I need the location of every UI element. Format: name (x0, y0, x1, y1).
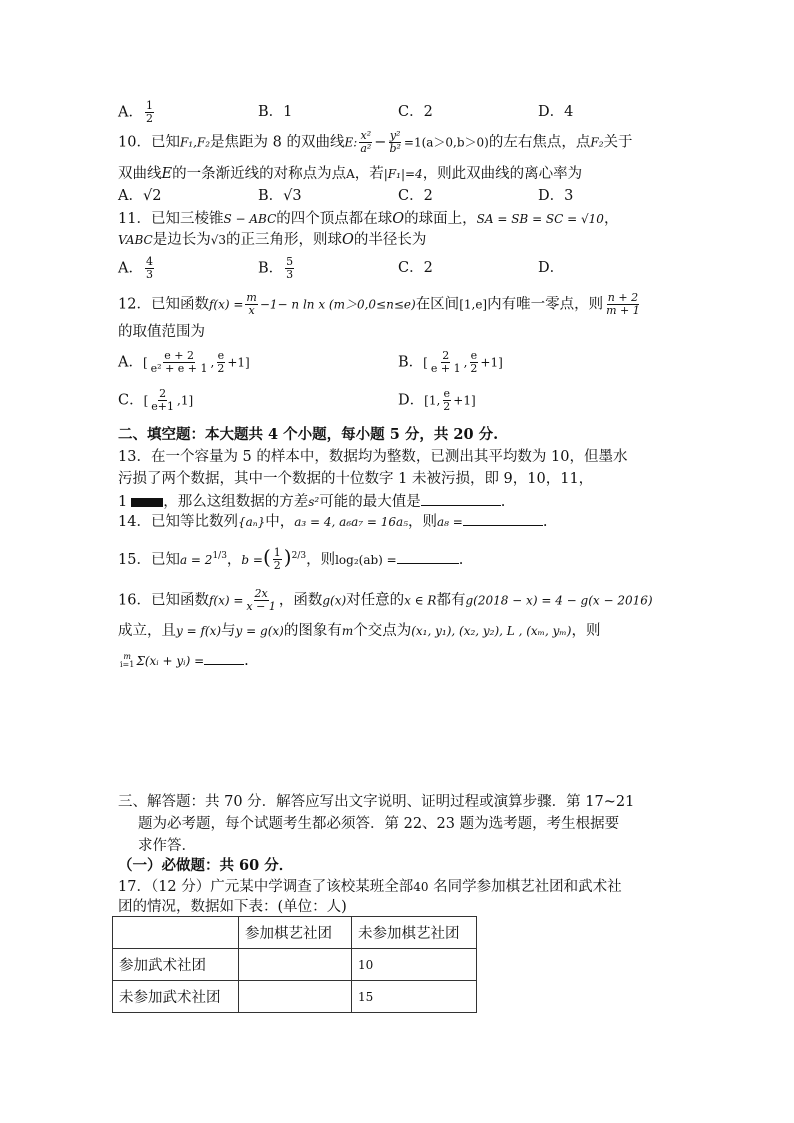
q14-answer-blank[interactable] (463, 511, 543, 526)
table-row-label: 未参加武术社团 (113, 981, 239, 1013)
q17-line1: 17．（12 分）广元某中学调查了该校某班全部40 名同学参加棋艺社团和武术社 (118, 879, 622, 895)
section-3-line3: 求作答． (138, 838, 196, 854)
ink-stain (131, 498, 163, 507)
q15-answer-blank[interactable] (397, 549, 459, 564)
q13-line1: 13．在一个容量为 5 的样本中，数据均为整数，已测出其平均数为 10，但墨水 (118, 449, 628, 465)
q13-line3: 1 ，那么这组数据的方差s²可能的最大值是 . (118, 491, 505, 512)
q17-line2: 团的情况，数据如下表：(单位：人) (118, 899, 347, 915)
q12-option-b: B．[ $\frac{2}{e + 1}$ , $\frac{e}{2}$ +1] (398, 349, 503, 375)
q14-line: 14．已知等比数列{aₙ}中，a₃ = 4, a₆a₇ = 16a₅，则a₈ = . (118, 511, 547, 532)
table-row (113, 981, 477, 1013)
q16-line1: 16．已知函数f(x) = $\frac{2x}{x - 1}$ ，函数g(x)对任意的x ∈ R都有g(2018 − x) = 4 − g(x − 2016) (118, 587, 653, 613)
table-cell (239, 949, 352, 981)
q13-line2: 污损了两个数据，其中一个数据的十位数字 1 未被污损，即 9，10，11， (118, 471, 594, 487)
table-row (113, 949, 477, 981)
q12-option-a: A．[ $\frac{e + 2}{\text{e² + e + 1}}$ , $\frac{e}{2}$ +1] (118, 349, 250, 375)
q16-line3: m i=1 Σ(xᵢ + yᵢ) = . (120, 652, 249, 669)
q12-option-d: D．[1, $\frac{e}{2}$ +1] (398, 387, 476, 413)
q16-line2: 成立，且y = f(x)与y = g(x)的图象有m个交点为(x₁, y₁), (x₂, y₂), L , (xₘ, yₘ)，则 (118, 623, 601, 639)
q11-line2: VABC是边长为√3的正三角形，则球O的半径长为 (118, 232, 427, 248)
table-cell: 10 (352, 949, 477, 981)
section-2-heading: 二、填空题：本大题共 4 个小题，每小题 5 分，共 20 分. (118, 426, 499, 443)
q12-line1: 12．已知函数f(x) = $\frac{m}{x}$ −1− n ln x (m＞0,0≤n≤e)在区间[1,e]内有唯一零点，则 $\frac{n + 2}{m + 1}$ (118, 291, 640, 317)
q11-option-c: C．2 (398, 260, 433, 276)
q11-option-a: A． $\frac{4}{3}$ (118, 255, 153, 281)
q10-option-d: D．3 (538, 188, 574, 204)
q9-option-c: C．2 (398, 104, 433, 120)
q10-line2: 双曲线E的一条渐近线的对称点为点A，若|F₁|=4，则此双曲线的离心率为 (118, 166, 583, 182)
table-header-cell: 参加棋艺社团 (239, 917, 352, 949)
q11-option-d: D． (538, 260, 565, 276)
section-3-subheading: （一）必做题：共 60 分． (118, 857, 294, 874)
q15-line: 15．已知$a = 2^{1/3}$，b =( $\frac{1}{2}$ )$^{2/3}$，则log₂(ab) = . (118, 544, 464, 573)
q11-line1: 11．已知三棱锥S − ABC的四个顶点都在球O的球面上，SA = SB = SC = √10， (118, 211, 619, 227)
q10-option-a: A．√2 (118, 188, 162, 204)
q9-option-a: A． $\frac{1}{2}$ (118, 99, 153, 125)
table-header-row (113, 917, 477, 949)
q9-a-fraction: $\frac{1}{2}$ (145, 99, 153, 125)
q10-option-b: B．√3 (258, 188, 302, 204)
table-header-cell: 未参加棋艺社团 (352, 917, 477, 949)
q10-line1: 10．已知F₁,F₂是焦距为 8 的双曲线E: $\frac{\text{x²}}{\text{a²}}$ − $\frac{\text{y²}}{\text{b²}}$ =1(a＞0,b＞0)的左右焦点，点F₂关于 (118, 129, 633, 155)
q17-data-table (112, 916, 477, 1013)
q12-line2: 的取值范围为 (118, 324, 205, 340)
table-header-cell (113, 917, 239, 949)
q10-option-c: C．2 (398, 188, 433, 204)
table-cell: 15 (352, 981, 477, 1013)
section-3-line2: 题为必考题，每个试题考生都必须答．第 22、23 题为选考题，考生根据要 (138, 816, 620, 832)
q12-option-c: C．[ $\frac{2}{e+1}$ ,1] (118, 387, 194, 413)
q9-option-d: D．4 (538, 104, 574, 120)
section-3-line1: 三、解答题：共 70 分．解答应写出文字说明、证明过程或演算步骤．第 17~21 (118, 794, 635, 810)
q13-answer-blank[interactable] (421, 491, 501, 506)
table-cell (239, 981, 352, 1013)
q9-option-b: B．1 (258, 104, 293, 120)
table-row-label: 参加武术社团 (113, 949, 239, 981)
q16-answer-blank[interactable] (204, 650, 244, 665)
q11-option-b: B． $\frac{5}{3}$ (258, 255, 294, 281)
